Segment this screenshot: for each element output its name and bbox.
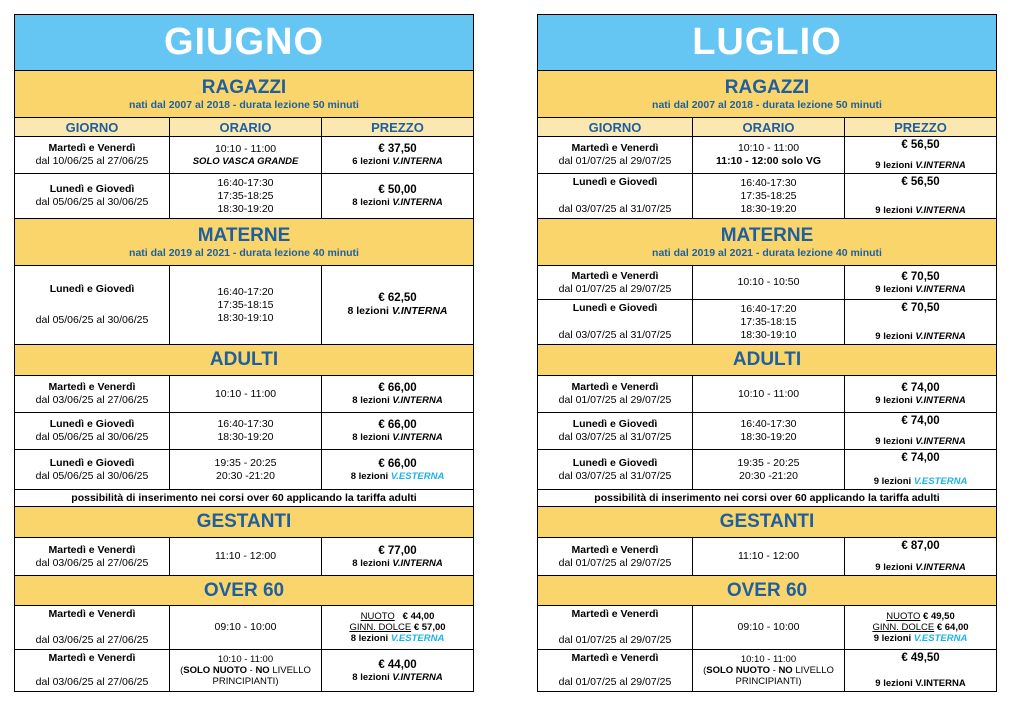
ginn-label: GINN. DOLCE bbox=[872, 622, 935, 633]
col-giorno: GIORNO bbox=[538, 118, 693, 136]
lessons: 9 lezioni bbox=[875, 395, 913, 406]
time: 10:10 - 11:00 bbox=[214, 143, 277, 155]
col-giorno: GIORNO bbox=[15, 118, 170, 136]
table-row bbox=[538, 449, 996, 489]
dates: dal 03/06/25 al 27/06/25 bbox=[35, 394, 149, 406]
price: € 37,50 bbox=[378, 143, 417, 155]
time: 10:10 - 10:50 bbox=[737, 276, 800, 288]
nuoto-price: € 44,00 bbox=[402, 611, 435, 622]
col-prezzo: PREZZO bbox=[371, 119, 424, 135]
section-over60 bbox=[15, 575, 473, 605]
days: Lunedì e Giovedì bbox=[49, 283, 135, 296]
lessons: 9 lezioni bbox=[875, 160, 913, 171]
time: 16:40-17:30 bbox=[217, 176, 274, 189]
table-row bbox=[538, 537, 996, 575]
lessons: 9 lezioni bbox=[875, 331, 913, 342]
days: Lunedì e Giovedì bbox=[572, 418, 658, 430]
section-over60 bbox=[538, 575, 996, 605]
dates: dal 03/06/25 al 27/06/25 bbox=[35, 556, 149, 569]
table-row: Martedì e Venerdì dal 03/06/25 al 27/06/25 10:10 - 11:00 (SOLO NUOTO - NO LIVELLO PRINCIPIANTI) € 44,00 8 lezioni V.INTERNA bbox=[15, 649, 473, 691]
giugno-schedule bbox=[14, 14, 474, 692]
table-row bbox=[15, 412, 473, 449]
livello: LIVELLO PRINCIPIANTI bbox=[735, 665, 834, 687]
solo-nuoto: SOLO NUOTO bbox=[706, 665, 770, 676]
time: 20:30 -21:20 bbox=[739, 469, 798, 482]
dates: dal 01/07/25 al 29/07/25 bbox=[558, 282, 672, 295]
price: € 62,50 bbox=[378, 292, 417, 304]
section-ragazzi bbox=[538, 70, 996, 117]
section-title: RAGAZZI bbox=[201, 76, 287, 98]
nuoto-label: NUOTO bbox=[886, 611, 921, 622]
lessons: 8 lezioni bbox=[352, 671, 390, 683]
lessons: 8 lezioni bbox=[350, 470, 389, 482]
section-materne bbox=[15, 218, 473, 265]
dates: dal 01/07/25 al 29/07/25 bbox=[558, 634, 672, 646]
venue: V.INTERNA bbox=[915, 331, 966, 342]
section-title: MATERNE bbox=[720, 224, 814, 246]
table-row bbox=[15, 136, 473, 173]
price: € 50,00 bbox=[378, 184, 417, 196]
lessons: 8 lezioni bbox=[350, 633, 389, 644]
time: 16:40-17:30 bbox=[740, 418, 797, 430]
days: Martedì e Venerdì bbox=[48, 381, 136, 393]
price: € 44,00 bbox=[378, 658, 417, 671]
table-row bbox=[15, 375, 473, 412]
venue: V.INTERNA bbox=[915, 160, 966, 171]
no-word: NO bbox=[778, 665, 793, 676]
venue: V.INTERNA bbox=[915, 436, 966, 447]
section-materne bbox=[538, 218, 996, 265]
dates: dal 01/07/25 al 29/07/25 bbox=[558, 155, 672, 167]
lessons: 8 lezioni bbox=[347, 305, 389, 317]
dates: dal 05/06/25 al 30/06/25 bbox=[35, 469, 149, 482]
lessons: 9 lezioni bbox=[875, 436, 913, 447]
time: 16:40-17:20 bbox=[740, 302, 797, 315]
time: 10:10 - 11:00 bbox=[737, 387, 800, 400]
venue: V.INTERNA bbox=[392, 395, 443, 406]
col-orario: ORARIO bbox=[170, 118, 322, 136]
table-row: Martedì e Venerdì dal 01/07/25 al 29/07/25 10:10 - 11:00 (SOLO NUOTO - NO LIVELLO PRINCIPIANTI) € 49,50 9 lezioni V.INTERNA bbox=[538, 649, 996, 691]
month-title: GIUGNO bbox=[15, 15, 473, 70]
dates: dal 01/07/25 al 29/07/25 bbox=[558, 556, 672, 569]
time: 18:30-19:20 bbox=[217, 431, 274, 443]
dates: dal 05/06/25 al 30/06/25 bbox=[35, 313, 149, 326]
price: € 56,50 bbox=[901, 139, 940, 151]
venue: V.INTERNA bbox=[392, 156, 443, 167]
days: Martedì e Venerdì bbox=[48, 608, 136, 620]
price: € 77,00 bbox=[378, 544, 417, 557]
table-row bbox=[538, 375, 996, 412]
lessons: 8 lezioni bbox=[352, 395, 390, 406]
time: 18:30-19:20 bbox=[740, 202, 797, 215]
dates: dal 03/06/25 al 27/06/25 bbox=[35, 634, 149, 646]
section-title: RAGAZZI bbox=[724, 76, 810, 98]
table-row bbox=[538, 299, 996, 344]
lessons: 8 lezioni bbox=[352, 197, 390, 208]
days: Martedì e Venerdì bbox=[48, 142, 136, 154]
section-title: GESTANTI bbox=[719, 511, 815, 532]
lessons: 9 lezioni bbox=[873, 633, 912, 644]
column-header-row bbox=[15, 117, 473, 136]
time: 18:30-19:20 bbox=[217, 202, 274, 215]
time: 11:10 - 12:00 bbox=[737, 550, 800, 562]
dates: dal 03/07/25 al 31/07/25 bbox=[558, 469, 672, 482]
section-gestanti bbox=[15, 506, 473, 537]
time: 11:10 - 12:00 bbox=[214, 550, 277, 562]
time: 09:10 - 10:00 bbox=[214, 621, 277, 633]
time: 17:35-18:25 bbox=[740, 189, 797, 202]
section-subtitle: nati dal 2007 al 2018 - durata lezione 50 minuti bbox=[652, 98, 882, 111]
lessons: 9 lezioni bbox=[875, 562, 913, 573]
days: Lunedì e Giovedì bbox=[572, 176, 658, 188]
venue: V.ESTERNA bbox=[913, 476, 968, 487]
dates: dal 05/06/25 al 30/06/25 bbox=[35, 431, 149, 443]
col-orario: ORARIO bbox=[693, 118, 845, 136]
days: Martedì e Venerdì bbox=[571, 608, 659, 620]
time: 10:10 - 11:00 bbox=[217, 654, 274, 665]
table-row bbox=[538, 412, 996, 449]
days: Lunedì e Giovedì bbox=[572, 456, 658, 469]
dates: dal 03/07/25 al 31/07/25 bbox=[558, 203, 672, 215]
ginn-price: € 64,00 bbox=[936, 622, 969, 633]
lessons: 9 lezioni bbox=[875, 283, 913, 295]
price: € 74,00 bbox=[901, 452, 940, 464]
lessons: 8 lezioni bbox=[352, 432, 390, 443]
price: € 87,00 bbox=[901, 540, 940, 552]
time: 10:10 - 11:00 bbox=[740, 654, 797, 665]
days: Lunedì e Giovedì bbox=[49, 418, 135, 430]
price: € 74,00 bbox=[901, 382, 940, 394]
no-word: NO bbox=[255, 665, 270, 676]
table-row bbox=[538, 605, 996, 649]
time: 18:30-19:20 bbox=[740, 431, 797, 443]
nuoto-price: € 49,50 bbox=[923, 611, 955, 622]
price: € 70,50 bbox=[901, 270, 940, 283]
section-title: MATERNE bbox=[197, 224, 291, 246]
dates: dal 03/07/25 al 31/07/25 bbox=[558, 431, 672, 443]
livello: LIVELLO PRINCIPIANTI bbox=[212, 665, 311, 687]
time: 17:35-18:25 bbox=[217, 189, 274, 202]
time: 16:40-17:20 bbox=[217, 285, 274, 298]
lessons: 6 lezioni bbox=[352, 156, 390, 167]
section-subtitle: nati dal 2007 al 2018 - durata lezione 50 minuti bbox=[129, 98, 359, 111]
venue: V.INTERNA bbox=[392, 557, 443, 569]
time: 19:35 - 20:25 bbox=[214, 456, 277, 469]
column-header-row bbox=[538, 117, 996, 136]
time: 20:30 -21:20 bbox=[216, 469, 275, 482]
table-row bbox=[15, 265, 473, 344]
time: 10:10 - 11:00 bbox=[737, 142, 800, 154]
dates: dal 05/06/25 al 30/06/25 bbox=[35, 196, 149, 208]
col-prezzo: PREZZO bbox=[894, 119, 947, 135]
dates: dal 01/07/25 al 29/07/25 bbox=[558, 394, 672, 406]
price: € 66,00 bbox=[378, 382, 417, 394]
nuoto-label: NUOTO bbox=[360, 611, 395, 622]
time: 10:10 - 11:00 bbox=[214, 387, 277, 400]
over60-note: possibilità di inserimento nei corsi over 60 applicando la tariffa adulti bbox=[15, 489, 473, 506]
section-ragazzi bbox=[15, 70, 473, 117]
days: Lunedì e Giovedì bbox=[49, 456, 135, 469]
days: Lunedì e Giovedì bbox=[49, 183, 135, 195]
price: € 49,50 bbox=[901, 652, 940, 664]
dates: dal 01/07/25 al 29/07/25 bbox=[558, 676, 672, 688]
days: Martedì e Venerdì bbox=[48, 543, 136, 556]
table-row bbox=[15, 605, 473, 649]
venue: V.INTERNA bbox=[392, 197, 443, 208]
section-subtitle: nati dal 2019 al 2021 - durata lezione 40 minuti bbox=[652, 246, 882, 259]
ginn-price: € 57,00 bbox=[413, 622, 446, 633]
table-row bbox=[15, 449, 473, 489]
days: Martedì e Venerdì bbox=[48, 652, 136, 664]
table-row bbox=[15, 537, 473, 575]
section-title: GESTANTI bbox=[196, 511, 292, 532]
time: 16:40-17:30 bbox=[740, 176, 797, 189]
lessons: 9 lezioni bbox=[875, 678, 913, 689]
lessons: 9 lezioni bbox=[873, 476, 912, 487]
time: 17:35-18:15 bbox=[740, 315, 797, 328]
lessons: 8 lezioni bbox=[352, 557, 390, 569]
days: Martedì e Venerdì bbox=[571, 142, 659, 154]
time: 19:35 - 20:25 bbox=[737, 456, 800, 469]
time: 11:10 - 12:00 solo VG bbox=[715, 155, 822, 167]
time: 17:35-18:15 bbox=[217, 298, 274, 311]
venue: V.INTERNA bbox=[915, 678, 966, 689]
lessons: 9 lezioni bbox=[875, 205, 913, 216]
price: € 66,00 bbox=[378, 457, 417, 470]
section-subtitle: nati dal 2019 al 2021 - durata lezione 40 minuti bbox=[129, 246, 359, 259]
venue: V.INTERNA bbox=[391, 305, 448, 317]
venue: V.INTERNA bbox=[915, 395, 966, 406]
section-title: ADULTI bbox=[209, 349, 279, 370]
price: € 56,50 bbox=[901, 176, 940, 188]
venue: V.INTERNA bbox=[915, 205, 966, 216]
price: € 66,00 bbox=[378, 419, 417, 431]
section-adulti bbox=[538, 344, 996, 375]
section-gestanti bbox=[538, 506, 996, 537]
solo-nuoto: SOLO NUOTO bbox=[183, 665, 247, 676]
time: 16:40-17:30 bbox=[217, 418, 274, 430]
table-row bbox=[538, 265, 996, 299]
days: Martedì e Venerdì bbox=[571, 269, 659, 282]
ginn-label: GINN. DOLCE bbox=[349, 622, 412, 633]
venue: V.INTERNA bbox=[392, 671, 443, 683]
venue: V.INTERNA bbox=[392, 432, 443, 443]
table-row bbox=[15, 173, 473, 218]
days: Martedì e Venerdì bbox=[571, 381, 659, 393]
days: Lunedì e Giovedì bbox=[572, 302, 658, 314]
price: € 70,50 bbox=[901, 302, 940, 314]
venue: V.INTERNA bbox=[915, 562, 966, 573]
over60-note: possibilità di inserimento nei corsi over 60 applicando la tariffa adulti bbox=[538, 489, 996, 506]
table-row bbox=[538, 136, 996, 173]
time: 09:10 - 10:00 bbox=[737, 621, 800, 633]
days: Martedì e Venerdì bbox=[571, 543, 659, 556]
note: SOLO VASCA GRANDE bbox=[192, 156, 299, 167]
time: 18:30-19:10 bbox=[217, 311, 274, 324]
dates: dal 03/07/25 al 31/07/25 bbox=[558, 329, 672, 341]
price: € 74,00 bbox=[901, 415, 940, 427]
time: 18:30-19:10 bbox=[740, 328, 797, 341]
section-title: OVER 60 bbox=[203, 579, 285, 601]
venue: V.ESTERNA bbox=[913, 633, 968, 644]
month-title: LUGLIO bbox=[538, 15, 996, 70]
table-row bbox=[538, 173, 996, 218]
dates: dal 10/06/25 al 27/06/25 bbox=[35, 155, 149, 167]
venue: V.ESTERNA bbox=[390, 470, 445, 482]
dates: dal 03/06/25 al 27/06/25 bbox=[35, 676, 149, 688]
section-adulti bbox=[15, 344, 473, 375]
venue: V.INTERNA bbox=[915, 283, 966, 295]
section-title: ADULTI bbox=[732, 349, 802, 370]
venue: V.ESTERNA bbox=[390, 633, 445, 644]
days: Martedì e Venerdì bbox=[571, 652, 659, 664]
luglio-schedule bbox=[537, 14, 997, 692]
section-title: OVER 60 bbox=[726, 579, 808, 601]
